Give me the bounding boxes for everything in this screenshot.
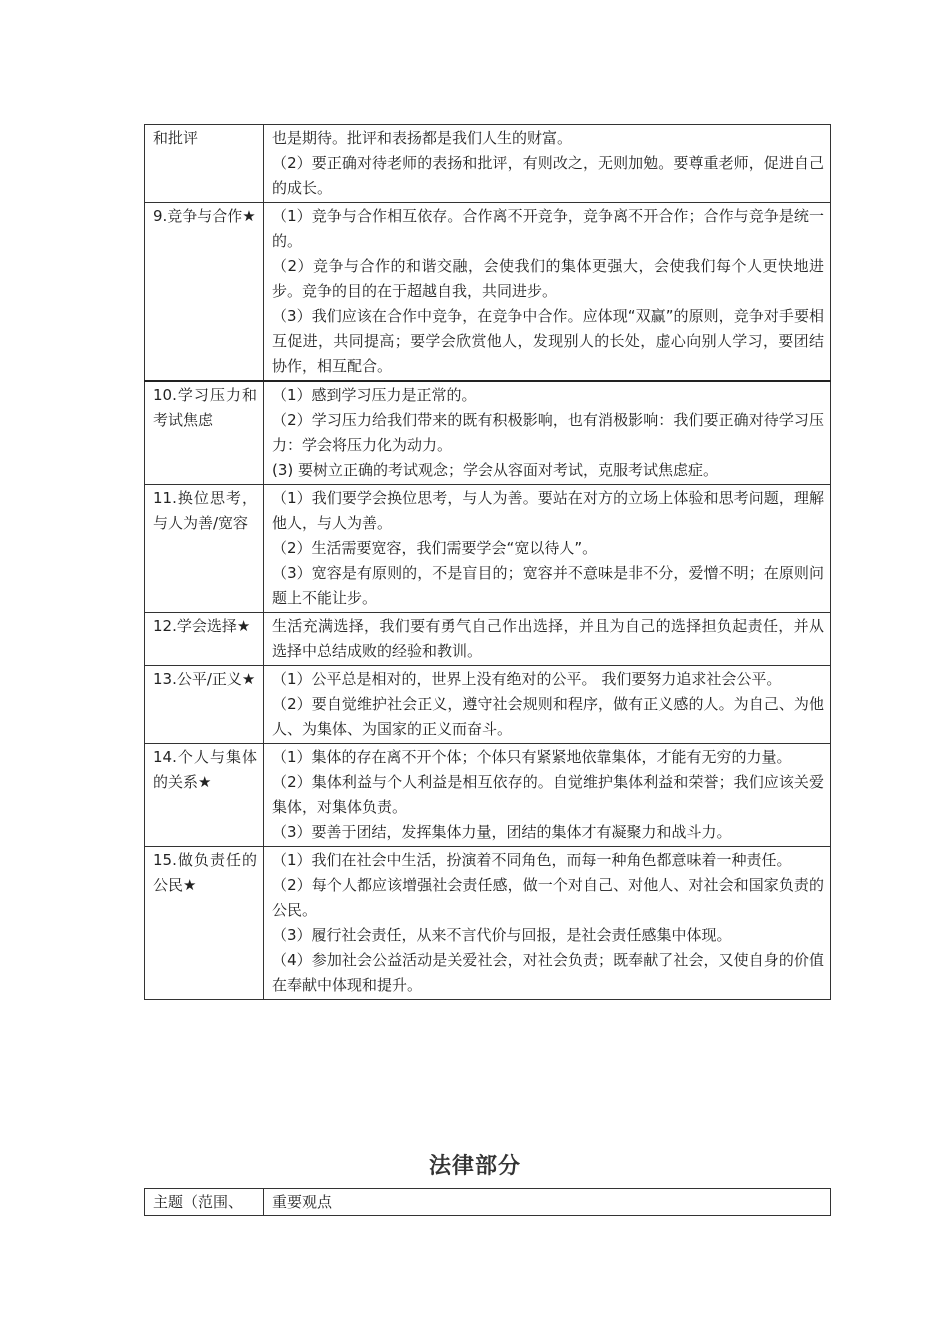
row-content <box>264 485 831 613</box>
content-line: （2）竞争与合作的和谐交融，会使我们的集体更强大，会使我们每个人更快地进步。竞争的目的在于超越自我，共同进步。 <box>272 257 824 300</box>
table-row <box>145 744 831 847</box>
content-line: （2）要正确对待老师的表扬和批评，有则改之，无则加勉。要尊重老师，促进自己的成长。 <box>272 154 824 197</box>
row-content <box>264 744 831 847</box>
table-row <box>145 125 831 203</box>
topic-table <box>144 124 831 1000</box>
content-line: （1）我们在社会中生活，扮演着不同角色，而每一种角色都意味着一种责任。 <box>272 851 792 869</box>
content-line: （1）竞争与合作相互依存。合作离不开竞争，竞争离不开合作；合作与竞争是统一的。 <box>272 207 824 250</box>
row-content <box>264 847 831 1000</box>
table-row <box>145 613 831 666</box>
table-row <box>145 666 831 744</box>
row-topic: 10.学习压力和考试焦虑 <box>145 381 264 485</box>
row-topic: 12.学会选择★ <box>145 613 264 666</box>
row-content <box>264 666 831 744</box>
law-table-header-row <box>145 1189 831 1216</box>
content-line: （3）要善于团结，发挥集体力量，团结的集体才有凝聚力和战斗力。 <box>272 823 732 841</box>
content-line: （3）我们应该在合作中竞争，在竞争中合作。应体现“双赢”的原则，竞争对手要相互促进，共同提高；要学会欣赏他人，发现别人的长处，虚心向别人学习，要团结协作，相互配合。 <box>272 307 824 375</box>
content-line: 也是期待。批评和表扬都是我们人生的财富。 <box>272 129 573 147</box>
content-line: (3) 要树立正确的考试观念；学会从容面对考试，克服考试焦虑症。 <box>272 461 719 479</box>
row-content <box>264 125 831 203</box>
row-topic: 15.做负责任的公民★ <box>145 847 264 1000</box>
row-topic: 9.竞争与合作★ <box>145 203 264 382</box>
content-line: （1）公平总是相对的，世界上没有绝对的公平。 我们要努力追求社会公平。 <box>272 670 782 688</box>
content-line: （3）履行社会责任，从来不言代价与回报，是社会责任感集中体现。 <box>272 926 732 944</box>
row-topic: 和批评 <box>145 125 264 203</box>
content-line: （1）感到学习压力是正常的。 <box>272 386 477 404</box>
row-topic: 11.换位思考，与人为善/宽容 <box>145 485 264 613</box>
table-row <box>145 847 831 1000</box>
content-line: （2）集体利益与个人利益是相互依存的。自觉维护集体利益和荣誉；我们应该关爱集体，对集体负责。 <box>272 773 824 816</box>
law-header-content: 重要观点 <box>264 1189 831 1216</box>
row-topic: 13.公平/正义★ <box>145 666 264 744</box>
content-line: （2）每个人都应该增强社会责任感，做一个对自己、对他人、对社会和国家负责的公民。 <box>272 876 824 919</box>
row-content <box>264 613 831 666</box>
content-line: 生活充满选择，我们要有勇气自己作出选择，并且为自己的选择担负起责任，并从选择中总结成败的经验和教训。 <box>272 617 824 660</box>
content-line: （2）生活需要宽容，我们需要学会“宽以待人”。 <box>272 539 598 557</box>
content-line: （1）集体的存在离不开个体；个体只有紧紧地依靠集体，才能有无穷的力量。 <box>272 748 792 766</box>
content-line: （4）参加社会公益活动是关爱社会，对社会负责；既奉献了社会，又使自身的价值在奉献中体现和提升。 <box>272 951 824 994</box>
content-line: （2）要自觉维护社会正义，遵守社会规则和程序，做有正义感的人。为自己、为他人、为集体、为国家的正义而奋斗。 <box>272 695 824 738</box>
row-topic: 14.个人与集体的关系★ <box>145 744 264 847</box>
row-content <box>264 381 831 485</box>
table-row <box>145 485 831 613</box>
table-row <box>145 381 831 485</box>
table-row <box>145 203 831 382</box>
law-table <box>144 1188 831 1216</box>
content-line: （3）宽容是有原则的，不是盲目的；宽容并不意味是非不分，爱憎不明；在原则问题上不能让步。 <box>272 564 824 607</box>
row-content <box>264 203 831 382</box>
content-line: （2）学习压力给我们带来的既有积极影响，也有消极影响：我们要正确对待学习压力：学会将压力化为动力。 <box>272 411 824 454</box>
content-line: （1）我们要学会换位思考，与人为善。要站在对方的立场上体验和思考问题，理解他人，与人为善。 <box>272 489 824 532</box>
law-header-topic: 主题（范围、 <box>145 1189 264 1216</box>
section-title-law: 法律部分 <box>428 1154 521 1179</box>
